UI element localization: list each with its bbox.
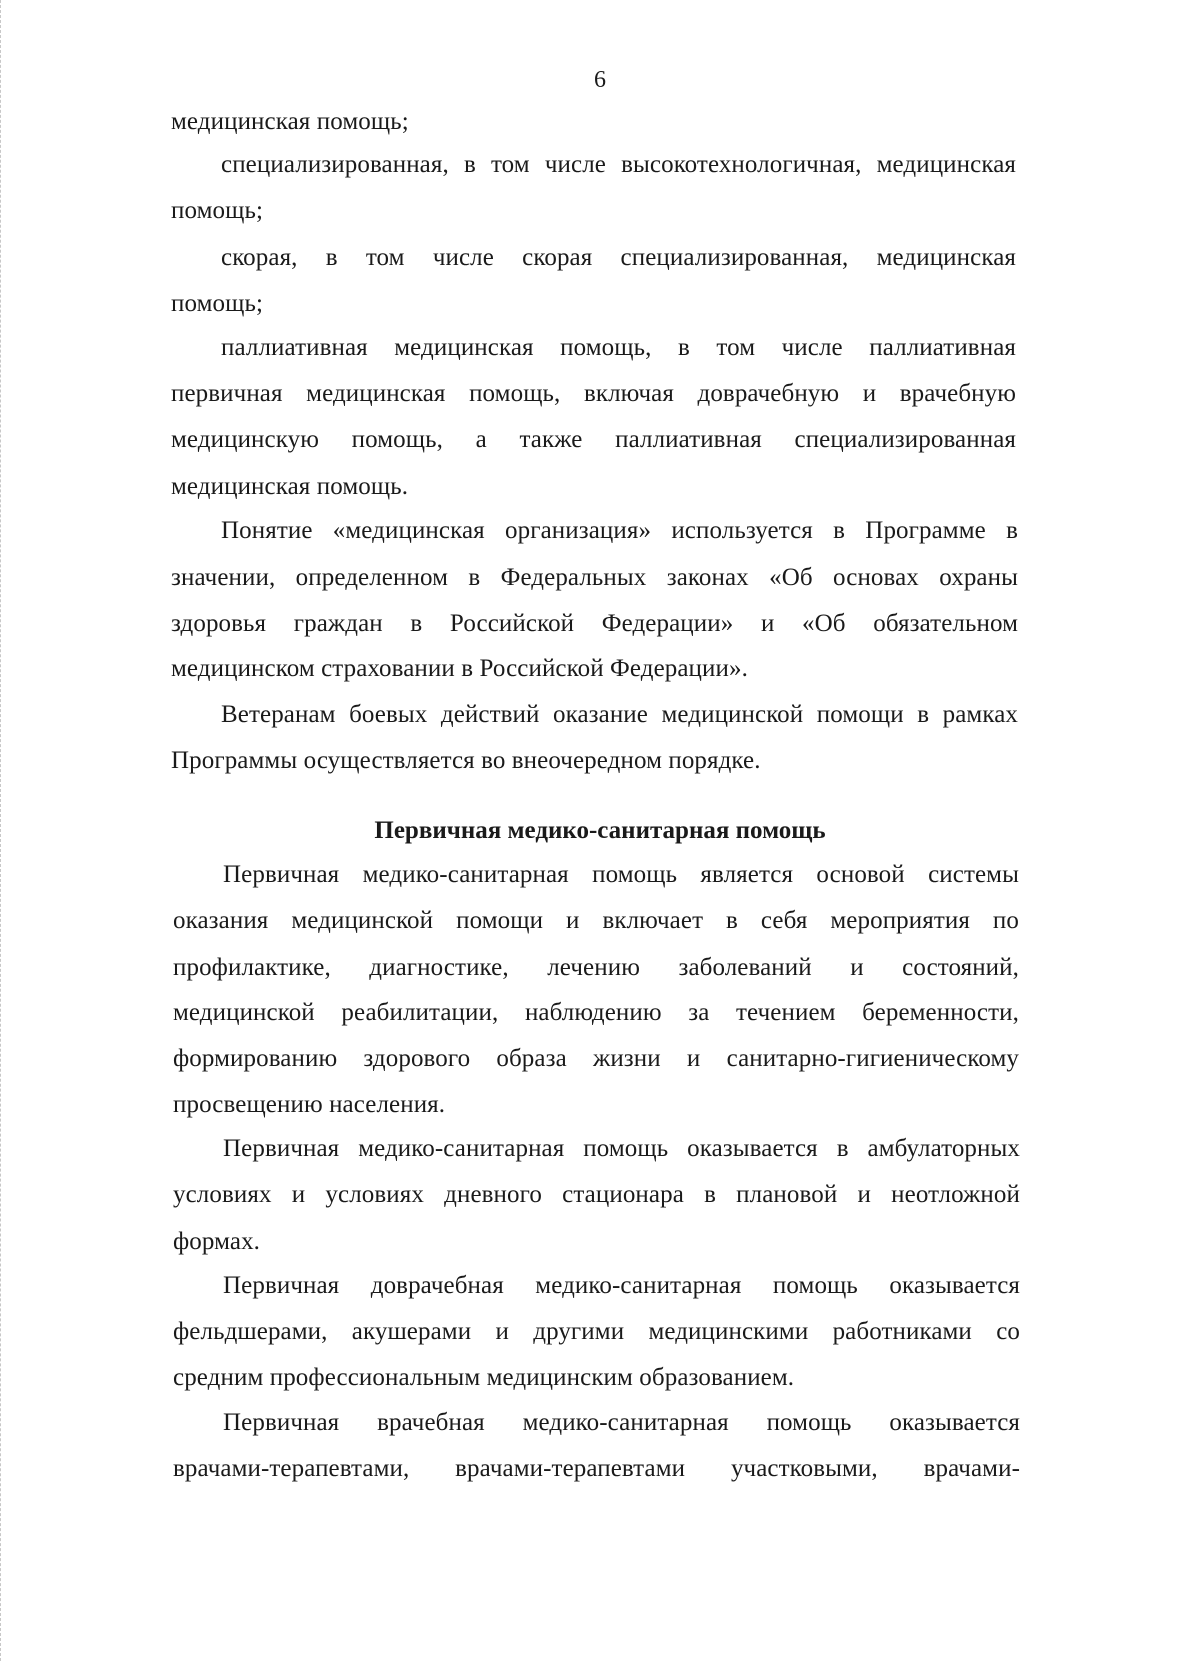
text-line: значении, определенном в Федеральных законах «Об основах охраны <box>171 564 1018 591</box>
text-line: фельдшерами, акушерами и другими медицинскими работниками со <box>173 1318 1020 1345</box>
text-line: медицинской реабилитации, наблюдению за течением беременности, <box>173 999 1019 1026</box>
text-line: врачами-терапевтами, врачами-терапевтами участковыми, врачами- <box>173 1455 1020 1482</box>
text-line: Первичная доврачебная медико-санитарная помощь оказывается <box>223 1272 1020 1299</box>
text-line: условиях и условиях дневного стационара в плановой и неотложной <box>173 1181 1020 1208</box>
text-line: паллиативная медицинская помощь, в том числе паллиативная <box>221 334 1016 361</box>
text-line: медицинском страховании в Российской Федерации». <box>171 655 748 682</box>
page-number: 6 <box>594 67 606 93</box>
text-line: Первичная медико-санитарная помощь оказывается в амбулаторных <box>223 1135 1020 1162</box>
text-line: формированию здорового образа жизни и санитарно-гигиеническому <box>173 1045 1019 1072</box>
text-line: специализированная, в том числе высокотехнологичная, медицинская <box>221 151 1016 178</box>
text-line: Первичная медико-санитарная помощь является основой системы <box>223 861 1019 888</box>
text-line: Понятие «медицинская организация» используется в Программе в <box>221 517 1018 544</box>
text-line: Программы осуществляется во внеочередном порядке. <box>171 747 761 774</box>
text-line: Первичная врачебная медико-санитарная помощь оказывается <box>223 1409 1020 1436</box>
text-line: здоровья граждан в Российской Федерации» и «Об обязательном <box>171 610 1018 637</box>
text-line: средним профессиональным медицинским образованием. <box>173 1364 795 1391</box>
section-heading: Первичная медико-санитарная помощь <box>374 817 826 844</box>
text-line: скорая, в том числе скорая специализированная, медицинская <box>221 244 1016 271</box>
text-line: профилактике, диагностике, лечению заболеваний и состояний, <box>173 954 1019 981</box>
text-line: медицинская помощь; <box>171 108 409 135</box>
text-line: Ветеранам боевых действий оказание медицинской помощи в рамках <box>221 701 1018 728</box>
text-line: помощь; <box>171 197 264 224</box>
text-line: оказания медицинской помощи и включает в себя мероприятия по <box>173 907 1019 934</box>
text-line: медицинскую помощь, а также паллиативная специализированная <box>171 426 1016 453</box>
text-line: медицинская помощь. <box>171 473 409 500</box>
text-line: помощь; <box>171 290 264 317</box>
text-line: формах. <box>173 1228 261 1255</box>
text-line: первичная медицинская помощь, включая доврачебную и врачебную <box>171 380 1016 407</box>
text-line: просвещению населения. <box>173 1091 446 1118</box>
